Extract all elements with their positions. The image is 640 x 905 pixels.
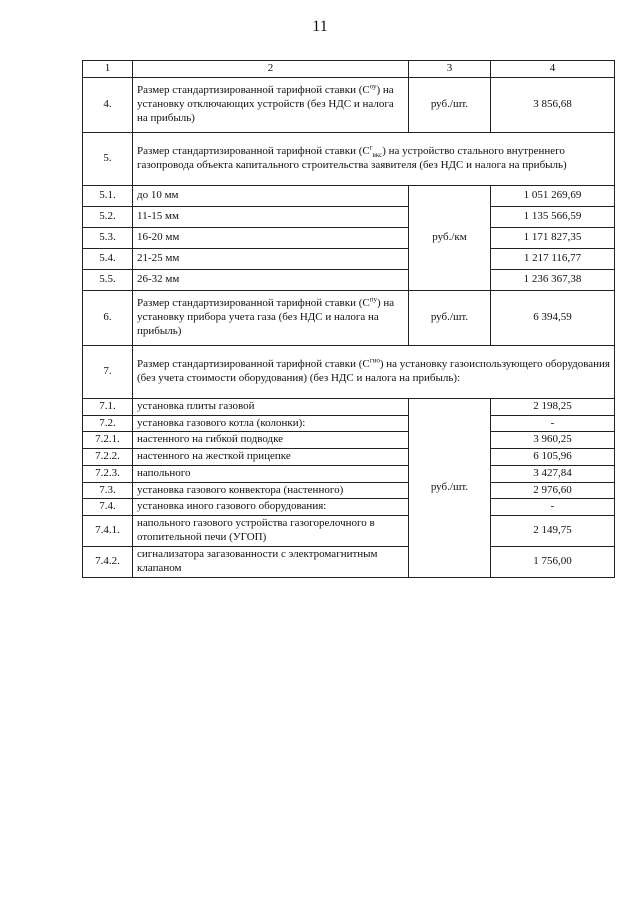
value-cell: 2 149,75 xyxy=(491,516,615,547)
table-row xyxy=(83,185,615,206)
item-description: Размер стандартизированной тарифной ставки $(С^{пу})$ на установку прибора учета газа (без НДС и налога на прибыль) xyxy=(133,290,409,345)
item-number: 5.5. xyxy=(83,269,133,290)
table-row xyxy=(83,449,615,466)
unit-cell: руб./км xyxy=(409,185,491,290)
item-label: настенного на жесткой прицепке xyxy=(133,449,409,466)
item-number: 7.2.2. xyxy=(83,449,133,466)
page-number: 11 xyxy=(312,18,328,35)
item-number: 7.2.3. xyxy=(83,465,133,482)
unit-cell: руб./шт. xyxy=(409,290,491,345)
table-row xyxy=(83,269,615,290)
value-cell: 6 394,59 xyxy=(491,290,615,345)
item-number: 7.4.2. xyxy=(83,547,133,578)
item-label: 16-20 мм xyxy=(133,227,409,248)
item-number: 5.3. xyxy=(83,227,133,248)
column-header: 1 xyxy=(83,61,133,78)
column-header: 3 xyxy=(409,61,491,78)
item-label: установка газового конвектора (настенного) xyxy=(133,482,409,499)
item-number: 4. xyxy=(83,77,133,132)
table-row xyxy=(83,415,615,432)
value-cell: 2 976,60 xyxy=(491,482,615,499)
item-number: 7. xyxy=(83,345,133,398)
table-row xyxy=(83,432,615,449)
table-row xyxy=(83,547,615,578)
item-label: установка плиты газовой xyxy=(133,398,409,415)
item-number: 5.2. xyxy=(83,206,133,227)
value-cell: 1 236 367,38 xyxy=(491,269,615,290)
value-cell: - xyxy=(491,499,615,516)
unit-cell: руб./шт. xyxy=(409,77,491,132)
value-cell: 1 051 269,69 xyxy=(491,185,615,206)
item-number: 7.4. xyxy=(83,499,133,516)
item-number: 7.2. xyxy=(83,415,133,432)
table-row xyxy=(83,248,615,269)
table-row xyxy=(83,516,615,547)
table-row xyxy=(83,345,615,398)
value-cell: 1 756,00 xyxy=(491,547,615,578)
unit-cell: руб./шт. xyxy=(409,398,491,577)
table-row xyxy=(83,77,615,132)
column-header: 2 xyxy=(133,61,409,78)
item-label: сигнализатора загазованности с электромагнитным клапаном xyxy=(133,547,409,578)
table-row xyxy=(83,398,615,415)
item-number: 5.1. xyxy=(83,185,133,206)
item-number: 5. xyxy=(83,132,133,185)
item-description: Размер стандартизированной тарифной ставки $(С^{оу})$ на установку отключающих устройств (без НДС и налога на прибыль) xyxy=(133,77,409,132)
item-number: 5.4. xyxy=(83,248,133,269)
item-label: 21-25 мм xyxy=(133,248,409,269)
item-number: 7.3. xyxy=(83,482,133,499)
item-number: 7.4.1. xyxy=(83,516,133,547)
value-cell: 6 105,96 xyxy=(491,449,615,466)
tariff-table xyxy=(82,60,615,578)
table-row xyxy=(83,132,615,185)
value-cell: - xyxy=(491,415,615,432)
table-row xyxy=(83,499,615,516)
column-header: 4 xyxy=(491,61,615,78)
item-label: 11-15 мм xyxy=(133,206,409,227)
item-label: настенного на гибкой подводке xyxy=(133,432,409,449)
item-label: до 10 мм xyxy=(133,185,409,206)
table-row xyxy=(83,482,615,499)
value-cell: 1 171 827,35 xyxy=(491,227,615,248)
header-row xyxy=(83,61,615,78)
item-label: установка газового котла (колонки): xyxy=(133,415,409,432)
item-description: Размер стандартизированной тарифной ставки $(С^г_{вкс})$ на устройство стального внутреннего газопровода объекта капитального строительства заявителя (без НДС и налога на прибыль) xyxy=(133,132,615,185)
item-label: установка иного газового оборудования: xyxy=(133,499,409,516)
value-cell: 1 135 566,59 xyxy=(491,206,615,227)
value-cell: 1 217 116,77 xyxy=(491,248,615,269)
value-cell: 3 856,68 xyxy=(491,77,615,132)
table-row xyxy=(83,206,615,227)
item-description: Размер стандартизированной тарифной ставки $(С^{гио})$ на установку газоиспользующего оборудования (без учета стоимости оборудования) (без НДС и налога на прибыль): xyxy=(133,345,615,398)
item-number: 7.1. xyxy=(83,398,133,415)
value-cell: 3 960,25 xyxy=(491,432,615,449)
table-row xyxy=(83,465,615,482)
value-cell: 3 427,84 xyxy=(491,465,615,482)
item-label: напольного газового устройства газогорелочного в отопительной печи (УГОП) xyxy=(133,516,409,547)
table-row xyxy=(83,227,615,248)
table-row xyxy=(83,290,615,345)
item-number: 6. xyxy=(83,290,133,345)
item-label: напольного xyxy=(133,465,409,482)
item-label: 26-32 мм xyxy=(133,269,409,290)
value-cell: 2 198,25 xyxy=(491,398,615,415)
item-number: 7.2.1. xyxy=(83,432,133,449)
